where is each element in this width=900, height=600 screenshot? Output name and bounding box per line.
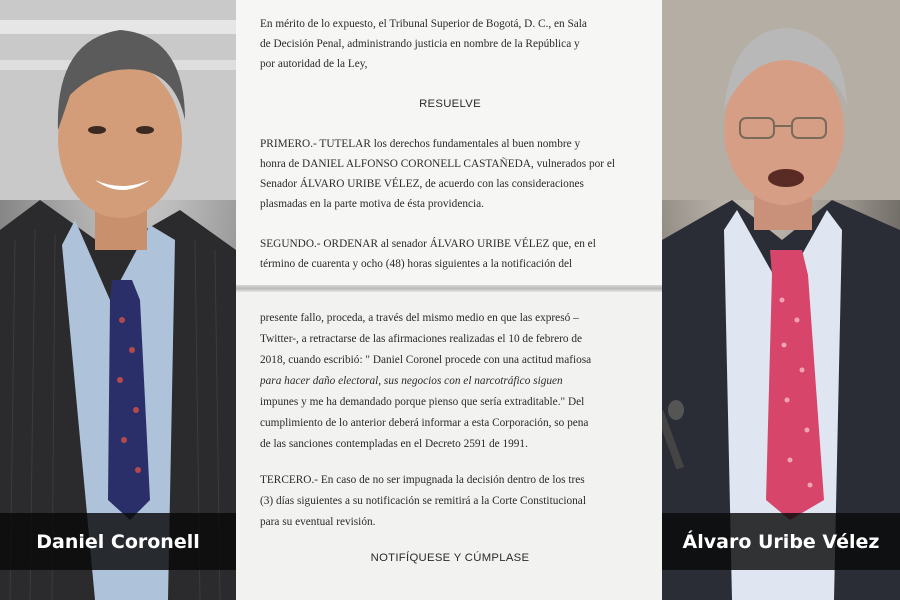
primero-line: honra de DANIEL ALFONSO CORONELL CASTAÑEDA, vulnerados por el	[260, 158, 616, 170]
document-sheet-bottom	[236, 292, 662, 600]
left-portrait-illustration	[0, 0, 236, 600]
document-sheet-top	[236, 0, 662, 285]
intro-line: por autoridad de la Ley,	[260, 58, 368, 70]
intro-line: En mérito de lo expuesto, el Tribunal Superior de Bogotá, D. C., en Sala	[260, 18, 587, 30]
primero-line: PRIMERO.- TUTELAR los derechos fundamentales al buen nombre y	[260, 138, 581, 150]
segundo-line: de las sanciones contempladas en el Decreto 2591 de 1991.	[260, 438, 528, 450]
left-portrait-photo	[0, 0, 236, 600]
closing-line: NOTIFÍQUESE Y CÚMPLASE	[370, 552, 530, 564]
tercero-line: para su eventual revisión.	[260, 516, 376, 528]
right-portrait-illustration	[662, 0, 900, 600]
tercero-line: TERCERO.- En caso de no ser impugnada la decisión dentro de los tres	[260, 474, 585, 486]
segundo-quote-line: para hacer daño electoral, sus negocios con el narcotráfico siguen	[260, 375, 563, 387]
primero-line: plasmadas en la parte motiva de ésta providencia.	[260, 198, 484, 210]
segundo-line: Twitter-, a retractarse de las afirmaciones realizadas el 10 de febrero de	[260, 333, 583, 345]
tercero-line: (3) días siguientes a su notificación se remitirá a la Corte Constitucional	[260, 495, 586, 507]
segundo-line: término de cuarenta y ocho (48) horas siguientes a la notificación del	[260, 258, 573, 270]
segundo-line: cumplimiento de lo anterior deberá informar a esta Corporación, so pena	[260, 417, 589, 429]
court-document	[236, 0, 662, 600]
segundo-line: presente fallo, proceda, a través del mismo medio en que las expresó –	[260, 312, 579, 324]
heading-resuelve: RESUELVE	[419, 98, 481, 110]
intro-line: de Decisión Penal, administrando justicia en nombre de la República y	[260, 38, 580, 50]
primero-line: Senador ÁLVARO URIBE VÉLEZ, de acuerdo con las consideraciones	[260, 178, 584, 190]
segundo-line: SEGUNDO.- ORDENAR al senador ÁLVARO URIBE VÉLEZ que, en el	[260, 238, 596, 250]
page-fold	[236, 285, 662, 292]
segundo-line: impunes y me ha demandado porque pienso que sería extraditable." Del	[260, 396, 585, 408]
segundo-line: 2018, cuando escribió: " Daniel Coronel procede con una actitud mafiosa	[260, 354, 592, 366]
caption-right: Álvaro Uribe Vélez	[662, 513, 900, 570]
right-portrait-photo	[662, 0, 900, 600]
caption-left: Daniel Coronell	[0, 513, 236, 570]
